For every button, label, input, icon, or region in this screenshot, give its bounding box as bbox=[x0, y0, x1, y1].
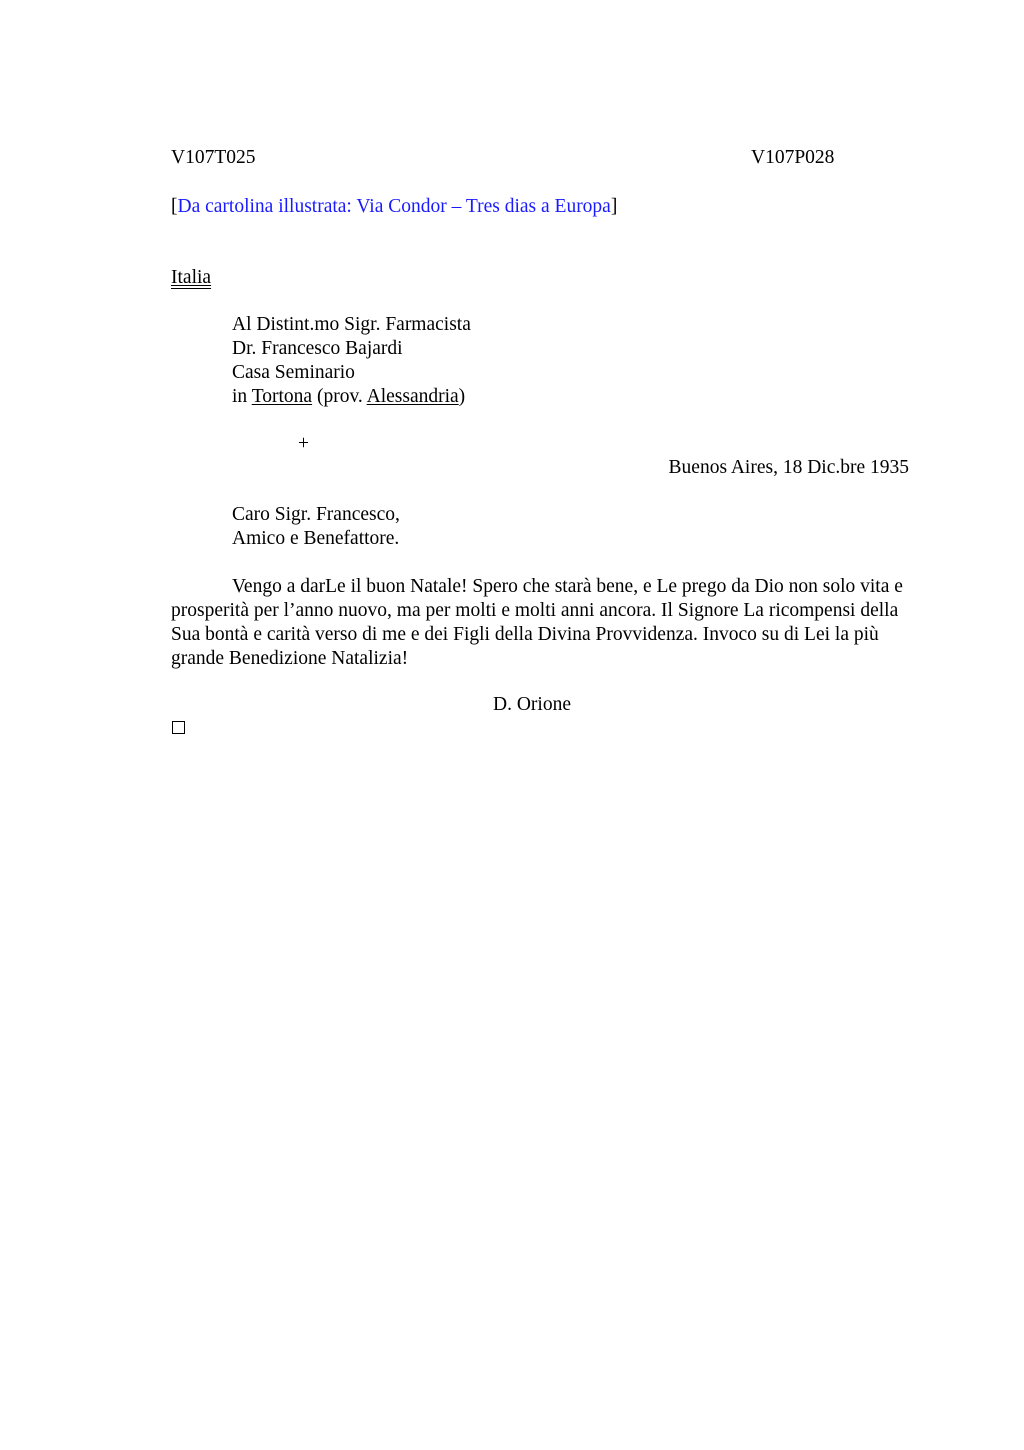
note-text: Da cartolina illustrata: Via Condor – Tres dias a Europa bbox=[177, 196, 611, 217]
address-province-suffix: ) bbox=[458, 386, 466, 407]
address-province-prefix: (prov. bbox=[312, 386, 367, 407]
address-city: Tortona bbox=[251, 386, 313, 407]
editorial-note bbox=[171, 195, 617, 219]
place-date: Buenos Aires, 18 Dic.bre 1935 bbox=[668, 457, 909, 478]
address-in-prefix: in bbox=[232, 386, 252, 407]
country-label: Italia bbox=[171, 267, 212, 288]
address-line-2: Dr. Francesco Bajardi bbox=[232, 338, 403, 359]
address-province: Alessandria bbox=[366, 386, 459, 407]
address-line-4 bbox=[232, 385, 471, 409]
address-line-1: Al Distint.mo Sigr. Farmacista bbox=[232, 314, 471, 335]
salutation bbox=[232, 503, 400, 551]
address-line-3: Casa Seminario bbox=[232, 362, 355, 383]
document-code-left: V107T025 bbox=[171, 147, 256, 168]
checkbox-square-icon bbox=[172, 721, 185, 734]
signature: D. Orione bbox=[493, 694, 571, 715]
salutation-line-2: Amico e Benefattore. bbox=[232, 528, 400, 549]
letter-body: Vengo a darLe il buon Natale! Spero che starà bene, e Le prego da Dio non solo vita e prosperità per l’anno nuovo, ma per molti e molti anni ancora. Il Signore La ricompensi della Sua bontà e carità verso di me e dei Figli della Divina Provvidenza. Invoco su di Lei la più grande Benedizione Natalizia! bbox=[171, 576, 903, 669]
note-close-bracket: ] bbox=[610, 196, 618, 217]
document-code-right: V107P028 bbox=[751, 147, 835, 168]
salutation-line-1: Caro Sigr. Francesco, bbox=[232, 504, 400, 525]
address-block bbox=[232, 313, 471, 409]
cross-mark: + bbox=[298, 433, 309, 454]
note-open-bracket: [ bbox=[171, 196, 178, 217]
